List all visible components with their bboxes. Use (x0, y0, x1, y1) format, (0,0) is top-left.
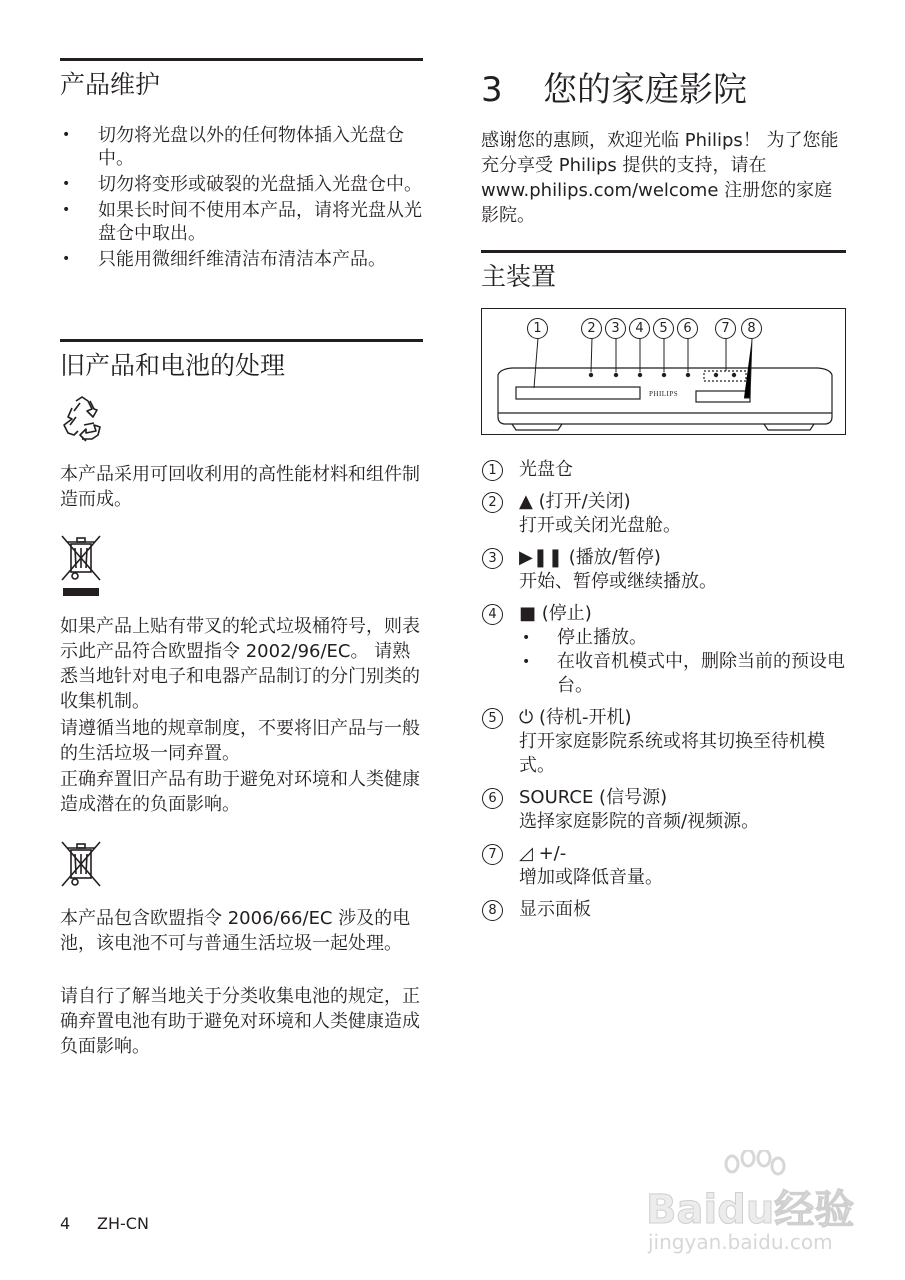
callout-5: 5 (653, 318, 674, 339)
recycle-text: 本产品采用可回收利用的高性能材料和组件制造而成。 (60, 464, 420, 510)
care-heading: 产品维护 (60, 70, 161, 99)
intro-paragraph: 感谢您的惠顾，欢迎光临 Philips！ 为了您能充分享受 Philips 提供的支持，请在 www.philips.com/welcome 注册您的家庭影院。 (481, 130, 839, 226)
callout-6: 6 (677, 318, 698, 339)
list-item (481, 706, 851, 778)
item-label: ◿ +/- (519, 843, 567, 864)
main-unit-rule (481, 250, 846, 253)
item-number: 5 (482, 708, 503, 729)
controls-list (481, 458, 851, 930)
item-label: ▶❚❚ (播放/暂停) (519, 547, 661, 568)
callout-8: 8 (741, 318, 762, 339)
item-number: 7 (482, 844, 503, 865)
chapter-title-text: 您的家庭影院 (543, 70, 747, 110)
item-label: ⏻ (待机-开机) (519, 707, 632, 728)
battery-paragraph-1: 本产品包含欧盟指令 2006/66/EC 涉及的电池，该电池不可与普通生活垃圾一起处理。 (60, 908, 411, 954)
callout-4: 4 (629, 318, 650, 339)
care-rule (60, 58, 423, 61)
callout-2: 2 (581, 318, 602, 339)
main-unit-heading: 主装置 (481, 262, 557, 291)
list-item: • 只能用微细纤维清洁布清洁本产品。 (60, 248, 425, 271)
device-brand: PHILIPS (649, 390, 679, 398)
item-bullets (519, 626, 851, 698)
item-label: 光盘仓 (519, 459, 573, 480)
item-description: 打开或关闭光盘舱。 (519, 515, 681, 536)
item-description: 打开家庭影院系统或将其切换至待机模式。 (519, 731, 825, 776)
weee-paragraph-1: 如果产品上贴有带叉的轮式垃圾桶符号，则表示此产品符合欧盟指令 2002/96/EC。 请熟悉当地针对电子和电器产品制订的分门别类的收集机制。 (60, 616, 420, 712)
watermark-brand: Baidu经验 (646, 1187, 855, 1233)
list-item (481, 842, 851, 890)
item-number: 2 (482, 492, 503, 513)
list-item (481, 602, 851, 698)
item-number: 4 (482, 604, 503, 625)
list-item (481, 786, 851, 834)
bullet-item: • 停止播放。 (519, 626, 851, 650)
item-label: ■ (停止) (519, 603, 592, 624)
item-description: 开始、暂停或继续播放。 (519, 571, 717, 592)
list-item (481, 490, 851, 538)
battery-paragraph-2: 请自行了解当地关于分类收集电池的规定，正确弃置电池有助于避免对环境和人类健康造成负面影响。 (60, 986, 420, 1057)
recycle-icon (60, 395, 104, 443)
page-number: 4 (60, 1214, 71, 1233)
item-description: 选择家庭影院的音频/视频源。 (519, 811, 760, 832)
list-item: • 切勿将变形或破裂的光盘插入光盘仓中。 (60, 173, 425, 196)
language-code: ZH-CN (97, 1214, 149, 1233)
list-item: • 如果长时间不使用本产品，请将光盘从光盘仓中取出。 (60, 199, 425, 245)
list-item (481, 898, 851, 922)
item-number: 3 (482, 548, 503, 569)
list-item: • 切勿将光盘以外的任何物体插入光盘仓中。 (60, 124, 425, 170)
item-number: 6 (482, 788, 503, 809)
weee-paragraph-3: 正确弃置旧产品有助于避免对环境和人类健康造成潜在的负面影响。 (60, 769, 420, 815)
chapter-title (481, 62, 747, 111)
watermark-url: jingyan.baidu.com (648, 1230, 833, 1254)
list-item (481, 546, 851, 594)
item-label: 显示面板 (519, 899, 591, 920)
crossed-bin-icon (60, 840, 102, 888)
list-item (481, 458, 851, 482)
care-list (60, 124, 425, 274)
item-label: ▲ (打开/关闭) (519, 491, 631, 512)
item-label: SOURCE (信号源) (519, 787, 668, 808)
crossed-bin-icon (60, 534, 102, 598)
chapter-number: 3 (481, 70, 503, 110)
item-description: 增加或降低音量。 (519, 867, 663, 888)
callout-7: 7 (715, 318, 736, 339)
callout-1: 1 (527, 318, 548, 339)
disposal-rule (60, 339, 423, 342)
callout-3: 3 (605, 318, 626, 339)
disposal-heading: 旧产品和电池的处理 (60, 351, 286, 380)
bullet-item: • 在收音机模式中，删除当前的预设电台。 (519, 650, 851, 698)
item-number: 1 (482, 460, 503, 481)
device-diagram (481, 308, 846, 435)
weee-paragraph-2: 请遵循当地的规章制度，不要将旧产品与一般的生活垃圾一同弃置。 (60, 718, 420, 764)
item-number: 8 (482, 900, 503, 921)
